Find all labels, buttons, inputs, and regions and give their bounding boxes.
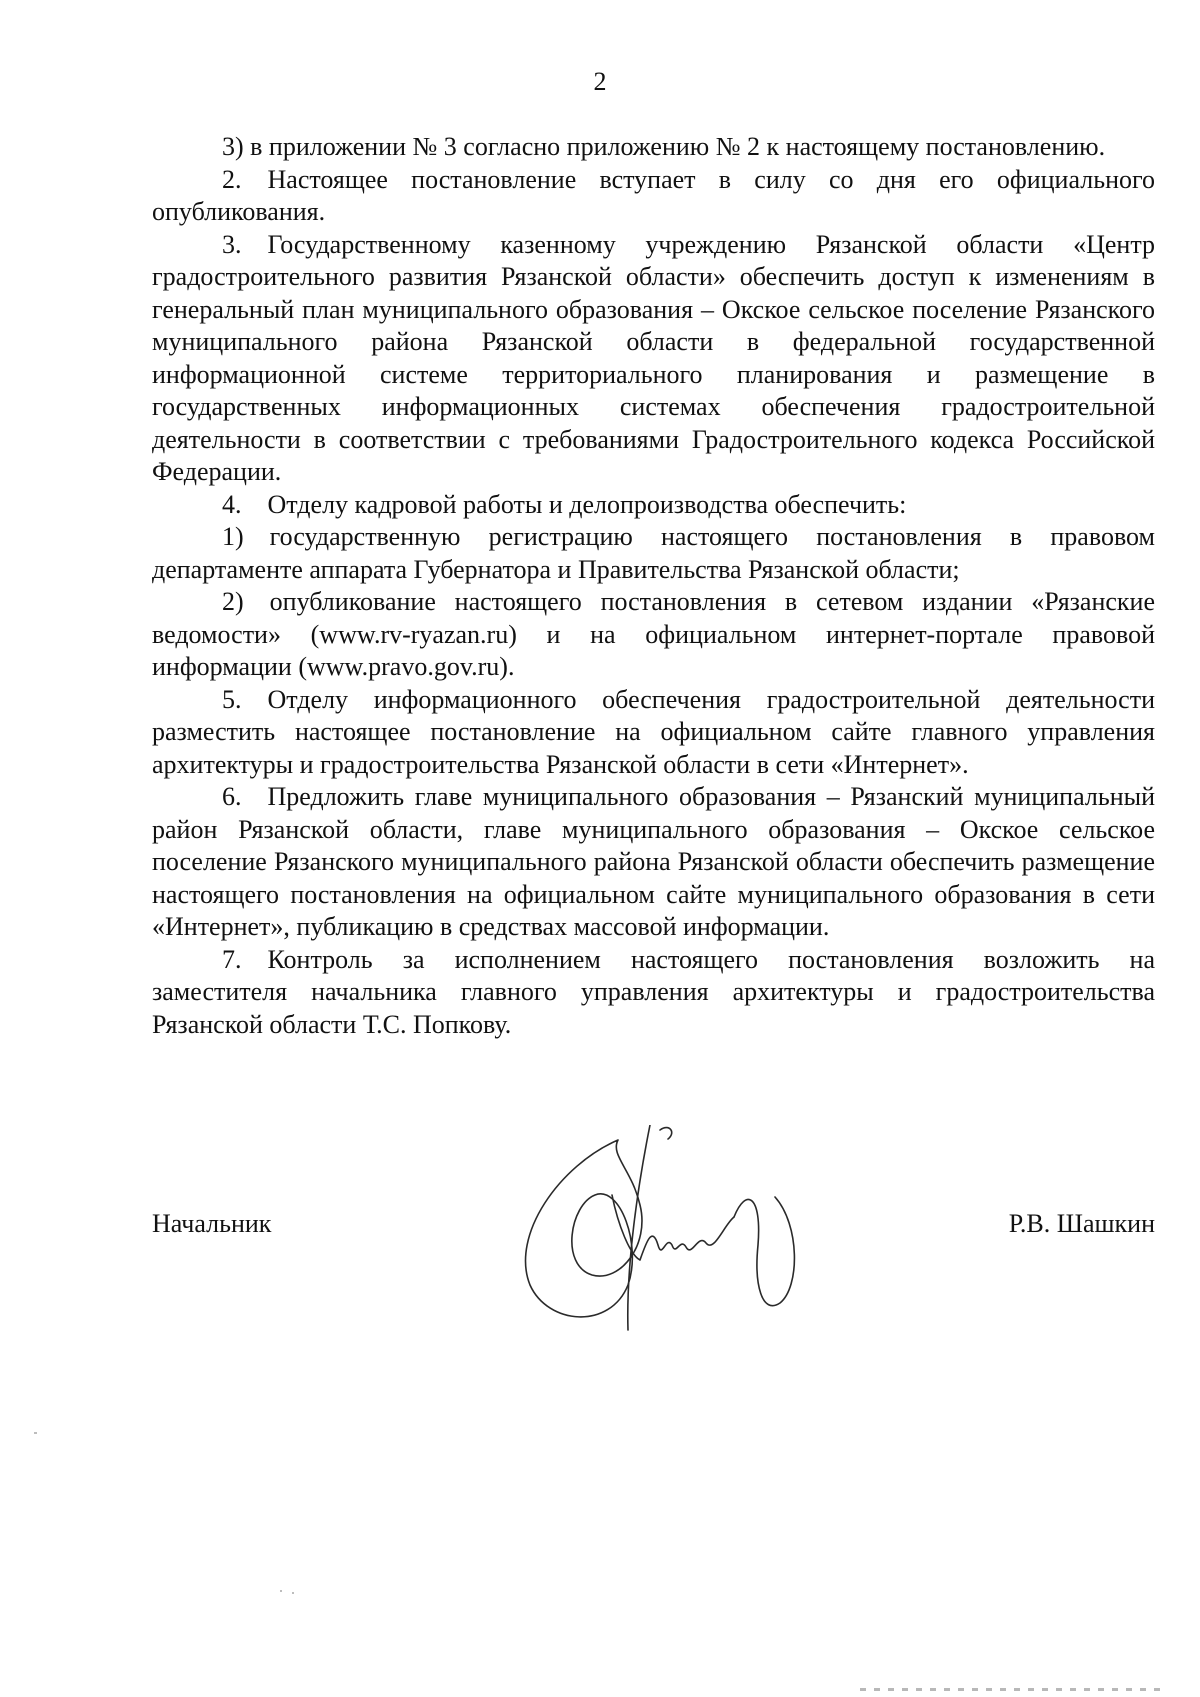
paragraph-2: 2. Настоящее постановление вступает в силу со дня его официального опубликования. xyxy=(152,164,1155,226)
paragraph-6: 6. Предложить главе муниципального образования – Рязанский муниципальный район Рязанской области, главе муниципального образования – Окское сельское поселение Рязанского муниципального района Рязанской области обеспечить размещение настоящего постановления на официальном сайте муниципального образования в сети «Интернет», публикацию в средствах массовой информации. xyxy=(152,782,1155,941)
signature-block xyxy=(152,1208,1155,1244)
paragraph-4: 4. Отделу кадровой работы и делопроизводства обеспечить: xyxy=(222,489,907,519)
document-body xyxy=(152,131,1155,1041)
paragraph-3: 3. Государственному казенному учреждению Рязанской области «Центр градостроительного развития Рязанской области» обеспечить доступ к изменениям в генеральный план муниципального образования – Окское сельское поселение Рязанского муниципального района Рязанской области в федеральной государственной информационной системе территориального планирования и размещение в государственных информационных системах обеспечения градостроительной деятельности в соответствии с требованиями Градостроительного кодекса Российской Федерации. xyxy=(152,229,1155,486)
paragraph-7: 7. Контроль за исполнением настоящего постановления возложить на заместителя начальника главного управления архитектуры и градостроительства Рязанской области Т.С. Попкову. xyxy=(152,944,1155,1039)
paragraph-4-1: 1) государственную регистрацию настоящего постановления в правовом департаменте аппарата Губернатора и Правительства Рязанской области; xyxy=(152,522,1155,584)
scan-edge-artifact xyxy=(860,1688,1160,1691)
scan-speck xyxy=(34,1432,37,1434)
paragraph-5: 5. Отделу информационного обеспечения градостроительной деятельности разместить настоящее постановление на официальном сайте главного управления архитектуры и градостроительства Рязанской области в сети «Интернет». xyxy=(152,684,1155,779)
scan-speck xyxy=(280,1590,282,1592)
scan-speck xyxy=(292,1592,294,1594)
paragraph-4-2: 2) опубликование настоящего постановления в сетевом издании «Рязанские ведомости» (www.rv-ryazan.ru) и на официальном интернет-портале правовой информации (www.pravo.gov.ru). xyxy=(152,587,1155,681)
signatory-position: Начальник xyxy=(152,1209,272,1238)
page-number: 2 xyxy=(593,67,607,96)
paragraph-item-3: 3) в приложении № 3 согласно приложению № 2 к настоящему постановлению. xyxy=(222,132,1106,161)
signatory-name: Р.В. Шашкин xyxy=(1008,1209,1155,1238)
